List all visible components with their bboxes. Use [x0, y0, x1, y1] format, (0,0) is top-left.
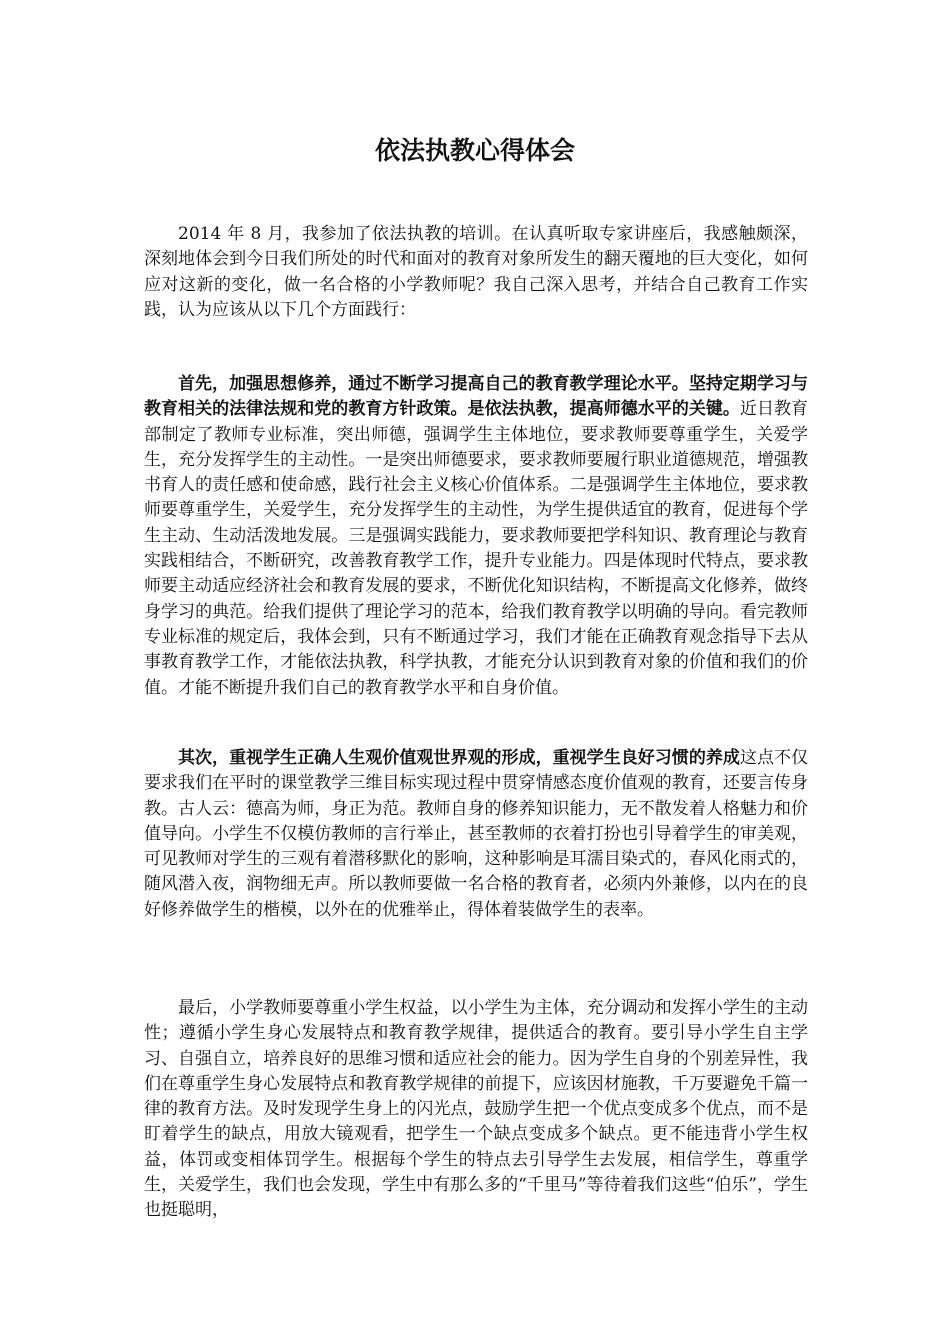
paragraph-last-point: [144, 996, 808, 1224]
paragraph-text: 最后，小学教师要尊重小学生权益，以小学生为主体，充分调动和发挥小学生的主动性；遵循小学生身心发展特点和教育教学规律，提供适合的教育。要引导小学生自主学习、自强自立，培养良好的思维习惯和适应社会的能力。因为学生自身的个别差异性，我们在尊重学生身心发展特点和教育教学规律的前提下，应该因材施教，千万要避免千篇一律的教育方法。及时发现学生身上的闪光点，鼓励学生把一个优点变成多个优点，而不是盯着学生的缺点，用放大镜观看，把学生一个缺点变成多个缺点。更不能违背小学生权益，体罚或变相体罚学生。根据每个学生的特点去引导学生去发展，相信学生，尊重学生，关爱学生，我们也会发现，学生中有那么多的“千里马”等待着我们这些“伯乐”，学生也挺聪明，: [144, 998, 808, 1221]
paragraph-intro: [144, 222, 808, 323]
paragraph-text: 2014 年 8 月，我参加了依法执教的培训。在认真听取专家讲座后，我感触颇深，深刻地体会到今日我们所处的时代和面对的教育对象所发生的翻天覆地的巨大变化，如何应对这新的变化，做一名合格的小学教师呢？我自己深入思考，并结合自己教育工作实践，认为应该从以下几个方面践行：: [144, 224, 808, 320]
paragraph-second-point: [144, 746, 808, 923]
paragraph-lead: 首先，加强思想修养，通过不断学习提高自己的教育教学理论水平。坚持定期学习与教育相关的法律法规和党的教育方针政策。是依法执教，提高师德水平的关键。: [144, 374, 808, 420]
paragraph-first-point: [144, 372, 808, 701]
paragraph-text: 近日教育部制定了教师专业标准，突出师德，强调学生主体地位，要求教师要尊重学生，关爱学生，充分发挥学生的主动性。一是突出师德要求，要求教师要履行职业道德规范，增强教书育人的责任感和使命感，践行社会主义核心价值体系。二是强调学生主体地位，要求教师要尊重学生，关爱学生，充分发挥学生的主动性，为学生提供适宜的教育，促进每个学生主动、生动活泼地发展。三是强调实践能力，要求教师要把学科知识、教育理论与教育实践相结合，不断研究，改善教育教学工作，提升专业能力。四是体现时代特点，要求教师要主动适应经济社会和教育发展的要求，不断优化知识结构，不断提高文化修养，做终身学习的典范。给我们提供了理论学习的范本，给我们教育教学以明确的导向。看完教师专业标准的规定后，我体会到，只有不断通过学习，我们才能在正确教育观念指导下去从事教育教学工作，才能依法执教，科学执教，才能充分认识到教育对象的价值和我们的价值。才能不断提升我们自己的教育教学水平和自身价值。: [144, 399, 809, 698]
paragraph-lead: 其次，重视学生正确人生观价值观世界观的形成，重视学生良好习惯的养成: [178, 748, 740, 768]
document-title: 依法执教心得体会: [374, 136, 575, 165]
paragraph-text: 这点不仅要求我们在平时的课堂教学三维目标实现过程中贯穿情感态度价值观的教育，还要言传身教。古人云：德高为师，身正为范。教师自身的修养知识能力，无不散发着人格魅力和价值导向。小学生不仅模仿教师的言行举止，甚至教师的衣着打扮也引导着学生的审美观，可见教师对学生的三观有着潜移默化的影响，这种影响是耳濡目染式的，春风化雨式的，随风潜入夜，润物细无声。所以教师要做一名合格的教育者，必须内外兼修，以内在的良好修养做学生的楷模，以外在的优雅举止，得体着装做学生的表率。: [144, 748, 809, 920]
